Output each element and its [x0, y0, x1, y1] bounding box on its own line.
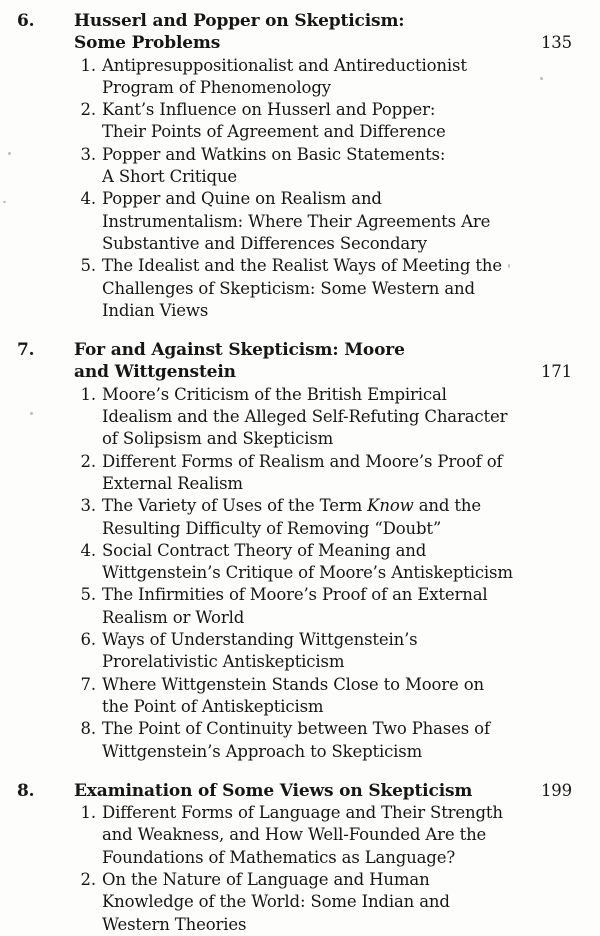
section-title-text: Some Problems — [74, 33, 221, 54]
item-line: Western Theories — [102, 914, 247, 934]
section-title-line — [74, 339, 600, 361]
table-of-contents — [0, 10, 600, 936]
toc-item — [0, 674, 600, 719]
item-number: 1. — [80, 55, 96, 75]
section-heading — [0, 780, 600, 802]
item-number: 5. — [80, 256, 96, 276]
section-title-line — [74, 32, 600, 54]
toc-item — [0, 451, 600, 496]
section-number: 7. — [17, 340, 35, 361]
item-line: Instrumentalism: Where Their Agreements Are — [102, 211, 491, 231]
item-line: The Point of Continuity between Two Phases of — [102, 719, 490, 739]
section-title-line — [74, 780, 600, 802]
toc-section — [0, 780, 600, 936]
item-number: 7. — [80, 674, 96, 694]
item-line: The Idealist and the Realist Ways of Meeting the — [102, 256, 502, 276]
section-page-number: 171 — [540, 362, 572, 382]
section-page-number: 135 — [540, 33, 572, 53]
toc-item — [0, 718, 600, 763]
toc-item — [0, 584, 600, 629]
item-number: 8. — [80, 719, 96, 739]
item-line: Where Wittgenstein Stands Close to Moore on — [102, 674, 484, 694]
item-line: Social Contract Theory of Meaning and — [102, 540, 427, 560]
item-line-text: The Variety of Uses of the Term — [102, 496, 368, 516]
section-items — [0, 384, 600, 763]
toc-item — [0, 99, 600, 144]
section-title-line — [74, 361, 600, 383]
item-line: Antipresuppositionalist and Antireductionist — [102, 55, 467, 75]
toc-item — [0, 55, 600, 100]
item-number: 4. — [80, 189, 96, 209]
item-number: 1. — [80, 803, 96, 823]
toc-section — [0, 10, 600, 322]
item-line: the Point of Antiskepticism — [102, 696, 324, 716]
item-line: The Infirmities of Moore’s Proof of an External — [102, 585, 488, 605]
section-items — [0, 55, 600, 323]
item-line: Resulting Difficulty of Removing “Doubt” — [102, 518, 442, 538]
item-number: 3. — [80, 144, 96, 164]
toc-item — [0, 802, 600, 869]
section-items — [0, 802, 600, 936]
item-line: Wittgenstein’s Critique of Moore’s Antiskepticism — [102, 563, 513, 583]
item-line: Challenges of Skepticism: Some Western and — [102, 278, 475, 298]
section-title-text: Examination of Some Views on Skepticism — [74, 780, 473, 801]
item-number: 2. — [80, 100, 96, 120]
item-number: 6. — [80, 630, 96, 650]
item-number: 5. — [80, 585, 96, 605]
section-number: 6. — [17, 11, 35, 31]
item-line: Substantive and Differences Secondary — [102, 233, 427, 253]
item-number: 1. — [80, 384, 96, 404]
item-line: Knowledge of the World: Some Indian and — [102, 892, 450, 912]
toc-item — [0, 495, 600, 540]
item-line-text: and the — [413, 496, 481, 516]
item-line: Foundations of Mathematics as Language? — [102, 847, 456, 867]
toc-item — [0, 384, 600, 451]
item-line: Indian Views — [102, 300, 209, 320]
toc-item — [0, 540, 600, 585]
item-line: Moore’s Criticism of the British Empirical — [102, 384, 447, 404]
item-line: Kant’s Influence on Husserl and Popper: — [102, 100, 436, 120]
section-number: 8. — [17, 780, 35, 801]
item-number: 4. — [80, 540, 96, 560]
item-line: A Short Critique — [102, 167, 238, 187]
toc-item — [0, 188, 600, 255]
item-line: Idealism and the Alleged Self-Refuting Character — [102, 407, 508, 427]
item-number: 3. — [80, 496, 96, 516]
item-line: On the Nature of Language and Human — [102, 869, 430, 889]
section-title-text: Husserl and Popper on Skepticism: — [74, 11, 405, 31]
item-line: of Solipsism and Skepticism — [102, 429, 334, 449]
section-heading — [0, 10, 600, 55]
toc-item — [0, 869, 600, 936]
item-line: External Realism — [102, 473, 243, 493]
item-line: and Weakness, and How Well-Founded Are the — [102, 825, 487, 845]
section-title-line — [74, 10, 600, 32]
toc-item — [0, 629, 600, 674]
item-line: Their Points of Agreement and Difference — [102, 122, 446, 142]
item-line: Different Forms of Realism and Moore’s Proof of — [102, 451, 503, 471]
item-line — [102, 495, 600, 517]
section-title-text: and Wittgenstein — [74, 362, 236, 383]
item-line: Ways of Understanding Wittgenstein’s — [102, 630, 418, 650]
item-line: Program of Phenomenology — [102, 77, 331, 97]
toc-item — [0, 255, 600, 322]
item-number: 2. — [80, 451, 96, 471]
item-number: 2. — [80, 869, 96, 889]
item-line: Popper and Watkins on Basic Statements: — [102, 144, 446, 164]
item-line: Realism or World — [102, 607, 245, 627]
item-line: Popper and Quine on Realism and — [102, 189, 382, 209]
section-title-text: For and Against Skepticism: Moore — [74, 340, 405, 361]
toc-section — [0, 339, 600, 763]
item-line: Different Forms of Language and Their Strength — [102, 803, 503, 823]
item-line: Wittgenstein’s Approach to Skepticism — [102, 741, 423, 761]
item-line: Prorelativistic Antiskepticism — [102, 652, 345, 672]
section-heading — [0, 339, 600, 384]
toc-item — [0, 144, 600, 189]
item-line-italic-text: Know — [367, 496, 414, 516]
section-page-number: 199 — [540, 780, 572, 800]
